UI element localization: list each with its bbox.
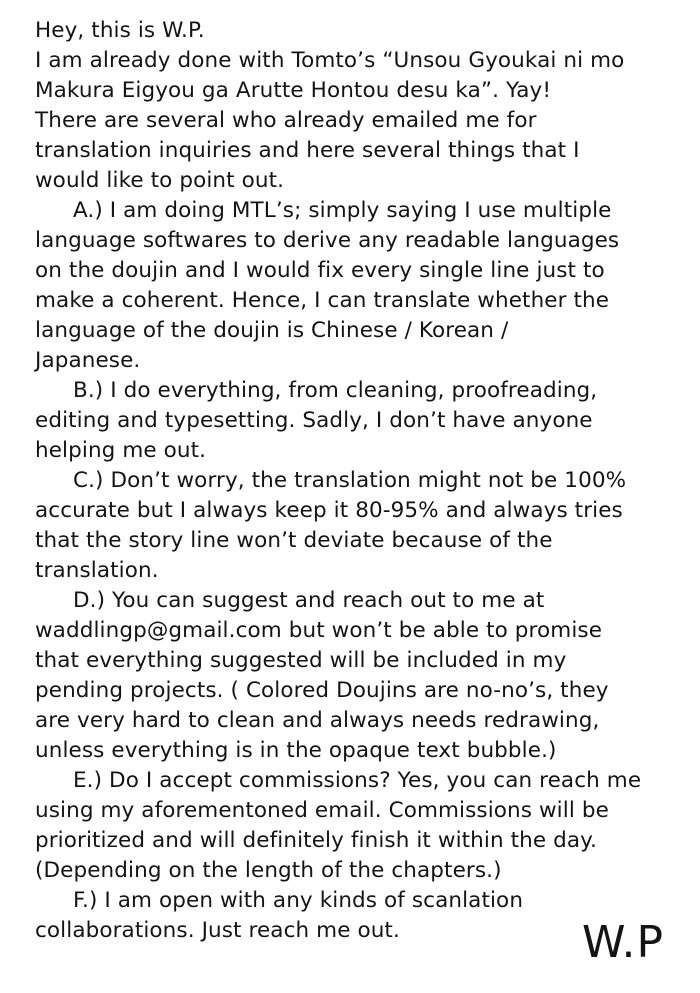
point-d-line: that everything suggested will be included in my: [35, 648, 567, 673]
point-b-line: editing and typesetting. Sadly, I don’t have anyone: [35, 408, 593, 433]
point-c-line: that the story line won’t deviate because of the: [35, 528, 553, 553]
intro-line: I am already done with Tomto’s “Unsou Gyoukai ni mo: [35, 48, 625, 73]
note-text: [35, 16, 685, 946]
point-e-line: using my aforementoned email. Commissions will be: [35, 798, 609, 823]
greeting-line: Hey, this is W.P.: [35, 18, 205, 43]
point-a-line: on the doujin and I would fix every single line just to: [35, 258, 605, 283]
point-c-line: translation.: [35, 558, 159, 583]
point-c-line: accurate but I always keep it 80-95% and always tries: [35, 498, 623, 523]
point-e-line: (Depending on the length of the chapters.): [35, 858, 502, 883]
point-d-line: pending projects. ( Colored Doujins are no-no’s, they: [35, 678, 609, 703]
point-f-line: F.) I am open with any kinds of scanlation: [73, 888, 524, 913]
point-d-line: unless everything is in the opaque text bubble.): [35, 738, 557, 763]
point-a-line: Japanese.: [35, 348, 141, 373]
point-d-line: are very hard to clean and always needs redrawing,: [35, 708, 600, 733]
signature: W.P: [582, 917, 664, 968]
point-f-line: collaborations. Just reach me out.: [35, 918, 400, 943]
point-b-line: helping me out.: [35, 438, 207, 463]
point-d-line: D.) You can suggest and reach out to me at: [73, 588, 545, 613]
point-a-line: language of the doujin is Chinese / Korean /: [35, 318, 509, 343]
point-a-line: A.) I am doing MTL’s; simply saying I use multiple: [73, 198, 612, 223]
intro-line: Makura Eigyou ga Arutte Hontou desu ka”. Yay!: [35, 78, 552, 103]
intro-line: There are several who already emailed me for: [35, 108, 537, 133]
point-a-line: language softwares to derive any readable languages: [35, 228, 620, 253]
point-e-line: E.) Do I accept commissions? Yes, you can reach me: [73, 768, 642, 793]
intro-line: would like to point out.: [35, 168, 285, 193]
point-e-line: prioritized and will definitely finish it within the day.: [35, 828, 597, 853]
point-a-line: make a coherent. Hence, I can translate whether the: [35, 288, 610, 313]
point-c-line: C.) Don’t worry, the translation might not be 100%: [73, 468, 627, 493]
point-d-line: waddlingp@gmail.com but won’t be able to promise: [35, 618, 603, 643]
point-b-line: B.) I do everything, from cleaning, proofreading,: [73, 378, 598, 403]
intro-line: translation inquiries and here several things that I: [35, 138, 580, 163]
